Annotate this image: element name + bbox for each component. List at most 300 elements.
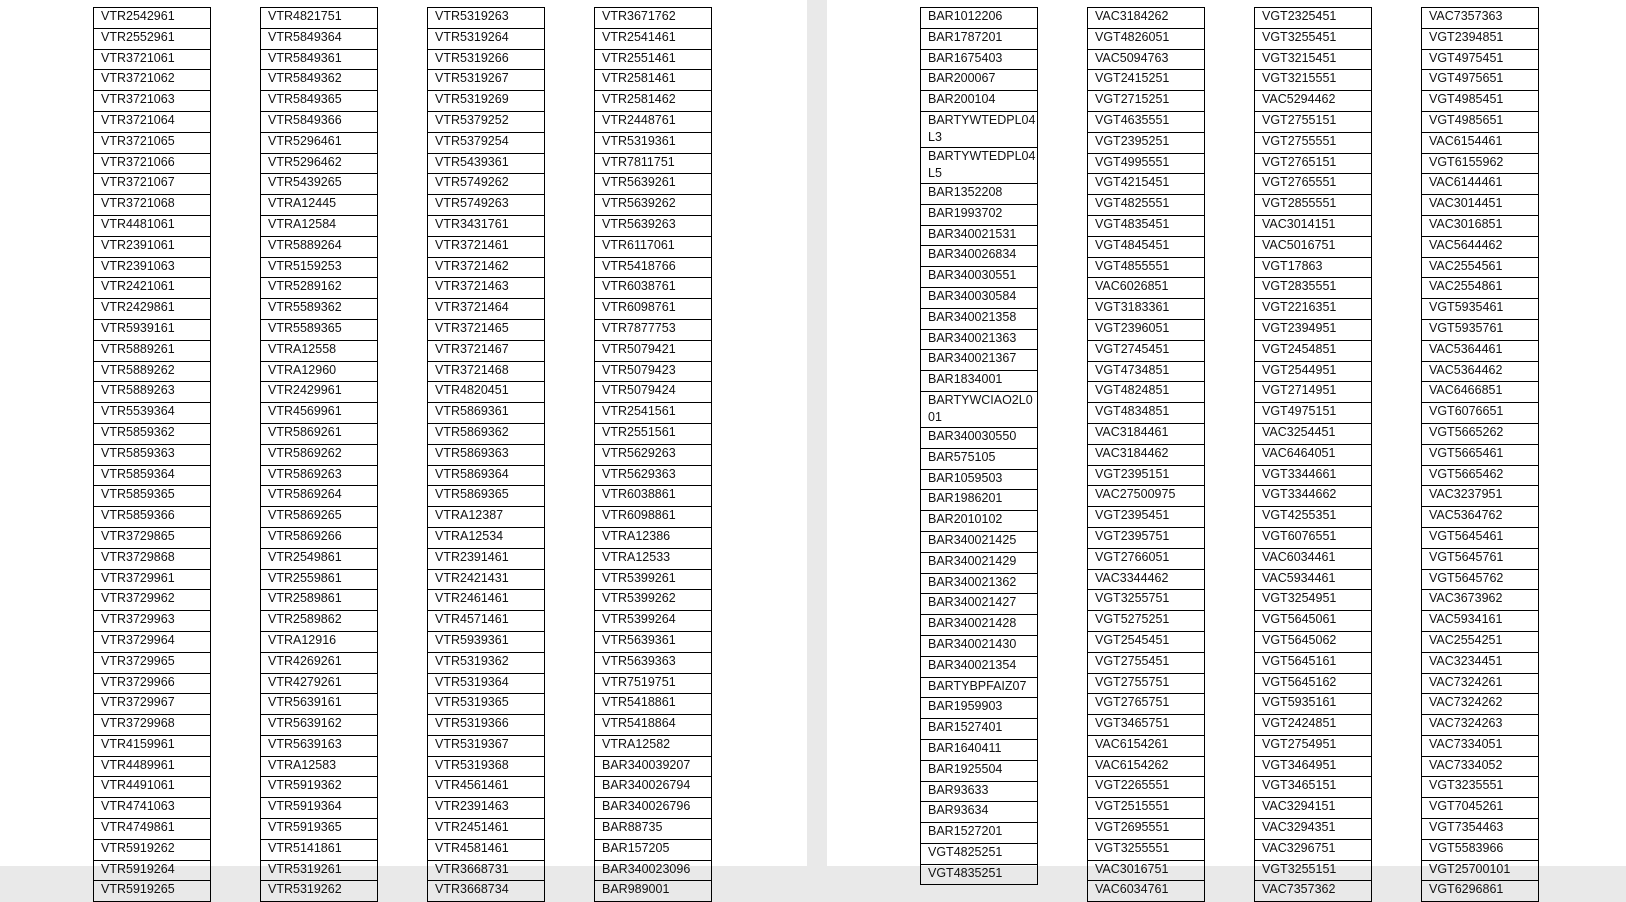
table-row bbox=[921, 427, 1038, 448]
code-cell: BAR88735 bbox=[595, 819, 712, 840]
table-row bbox=[1088, 319, 1205, 340]
code-column-2-4 bbox=[1421, 7, 1539, 902]
code-cell: BAR157205 bbox=[595, 839, 712, 860]
table-row bbox=[1422, 444, 1539, 465]
code-cell: VGT2765751 bbox=[1088, 694, 1205, 715]
table-row bbox=[428, 652, 545, 673]
table-row bbox=[1422, 527, 1539, 548]
code-cell: BAR340030584 bbox=[921, 287, 1038, 308]
code-cell: VGT3464951 bbox=[1255, 756, 1372, 777]
table-row bbox=[1255, 694, 1372, 715]
table-row bbox=[428, 257, 545, 278]
code-cell: VTR5919364 bbox=[261, 798, 378, 819]
table-row bbox=[595, 507, 712, 528]
table-row bbox=[261, 49, 378, 70]
code-cell: VGT4975151 bbox=[1255, 403, 1372, 424]
code-cell: VTRA12582 bbox=[595, 735, 712, 756]
table-row bbox=[1255, 611, 1372, 632]
table-row bbox=[921, 677, 1038, 698]
code-cell: VTR3729968 bbox=[94, 715, 211, 736]
table-row bbox=[1255, 527, 1372, 548]
code-cell: VTR4561461 bbox=[428, 777, 545, 798]
code-column-2-1 bbox=[920, 7, 1038, 885]
table-row bbox=[94, 819, 211, 840]
code-cell: VTR2589862 bbox=[261, 611, 378, 632]
code-cell: VTR6098761 bbox=[595, 299, 712, 320]
code-cell: VAC5294462 bbox=[1255, 91, 1372, 112]
code-cell: VTR4489961 bbox=[94, 756, 211, 777]
table-row bbox=[428, 403, 545, 424]
code-cell: BAR200067 bbox=[921, 70, 1038, 91]
table-row bbox=[261, 403, 378, 424]
code-cell: VGT3183361 bbox=[1088, 299, 1205, 320]
table-row bbox=[1088, 569, 1205, 590]
table-row bbox=[1422, 153, 1539, 174]
table-row bbox=[94, 278, 211, 299]
code-cell: VGT5645061 bbox=[1255, 611, 1372, 632]
code-cell: VTR5319367 bbox=[428, 735, 545, 756]
code-cell: VTR4571461 bbox=[428, 611, 545, 632]
code-cell: VGT4834851 bbox=[1088, 403, 1205, 424]
table-row bbox=[261, 132, 378, 153]
table-row bbox=[1422, 590, 1539, 611]
code-cell: VGT2424851 bbox=[1255, 715, 1372, 736]
table-row bbox=[1422, 569, 1539, 590]
table-row bbox=[1255, 735, 1372, 756]
code-cell: VTR3729868 bbox=[94, 548, 211, 569]
code-cell: VTR5439361 bbox=[428, 153, 545, 174]
table-row bbox=[1088, 465, 1205, 486]
table-row bbox=[1255, 569, 1372, 590]
code-cell: VTR5869361 bbox=[428, 403, 545, 424]
code-cell: VAC5364461 bbox=[1422, 340, 1539, 361]
code-cell: VGT2695551 bbox=[1088, 819, 1205, 840]
code-cell: VTR5319368 bbox=[428, 756, 545, 777]
code-cell: VTR5849364 bbox=[261, 28, 378, 49]
table-row bbox=[94, 527, 211, 548]
table-row bbox=[261, 28, 378, 49]
code-cell: VTRA12916 bbox=[261, 631, 378, 652]
code-cell: VTR3729961 bbox=[94, 569, 211, 590]
table-row bbox=[921, 781, 1038, 802]
table-row bbox=[261, 8, 378, 29]
table-row bbox=[1088, 8, 1205, 29]
code-cell: VTR2391461 bbox=[428, 548, 545, 569]
code-cell: VTR5859364 bbox=[94, 465, 211, 486]
table-row bbox=[595, 673, 712, 694]
table-row bbox=[428, 382, 545, 403]
table-row bbox=[595, 174, 712, 195]
table-row bbox=[921, 802, 1038, 823]
table-row bbox=[1088, 153, 1205, 174]
code-cell: VTRA12960 bbox=[261, 361, 378, 382]
table-row bbox=[1422, 91, 1539, 112]
code-cell: VTR2448761 bbox=[595, 111, 712, 132]
code-cell: VTR3721064 bbox=[94, 111, 211, 132]
code-cell: BAR1675403 bbox=[921, 49, 1038, 70]
code-cell: VTR4569961 bbox=[261, 403, 378, 424]
table-row bbox=[595, 444, 712, 465]
code-cell: VGT2755151 bbox=[1255, 111, 1372, 132]
table-row bbox=[428, 423, 545, 444]
table-row bbox=[1255, 132, 1372, 153]
table-row bbox=[1422, 299, 1539, 320]
table-row bbox=[1255, 111, 1372, 132]
code-cell: VAC3014451 bbox=[1422, 195, 1539, 216]
code-cell: VTR5639361 bbox=[595, 631, 712, 652]
table-row bbox=[1255, 91, 1372, 112]
table-row bbox=[428, 611, 545, 632]
code-cell: VTR5079421 bbox=[595, 340, 712, 361]
table-row bbox=[1088, 195, 1205, 216]
code-cell: VGT6296861 bbox=[1422, 881, 1539, 902]
table-row bbox=[921, 531, 1038, 552]
code-cell: VTR3729962 bbox=[94, 590, 211, 611]
table-row bbox=[921, 739, 1038, 760]
table-row bbox=[261, 361, 378, 382]
code-cell: VGT5935761 bbox=[1422, 319, 1539, 340]
code-cell: VAC3254451 bbox=[1255, 423, 1372, 444]
code-cell: VTR5319269 bbox=[428, 91, 545, 112]
table-row bbox=[428, 590, 545, 611]
code-cell: VGT4975651 bbox=[1422, 70, 1539, 91]
code-cell: VGT3254951 bbox=[1255, 590, 1372, 611]
code-cell: VTR5319261 bbox=[261, 860, 378, 881]
code-cell: VTR2461461 bbox=[428, 590, 545, 611]
table-row bbox=[1422, 673, 1539, 694]
code-cell: VGT7354463 bbox=[1422, 819, 1539, 840]
table-row bbox=[1422, 881, 1539, 902]
code-cell: BAR340026794 bbox=[595, 777, 712, 798]
table-row bbox=[1255, 444, 1372, 465]
table-row bbox=[1255, 715, 1372, 736]
code-cell: VGT3465751 bbox=[1088, 715, 1205, 736]
code-cell: VAC7324261 bbox=[1422, 673, 1539, 694]
table-row bbox=[261, 423, 378, 444]
code-cell: BAR1925504 bbox=[921, 760, 1038, 781]
table-row bbox=[921, 308, 1038, 329]
code-cell: BAR2010102 bbox=[921, 511, 1038, 532]
code-cell: VGT2545451 bbox=[1088, 631, 1205, 652]
code-cell: VAC3344462 bbox=[1088, 569, 1205, 590]
code-cell: BAR200104 bbox=[921, 91, 1038, 112]
code-cell: VTR3721467 bbox=[428, 340, 545, 361]
code-cell: VTR3721067 bbox=[94, 174, 211, 195]
code-cell: VGT2265551 bbox=[1088, 777, 1205, 798]
table-row bbox=[261, 382, 378, 403]
table-row bbox=[1255, 8, 1372, 29]
table-row bbox=[261, 111, 378, 132]
table-row bbox=[1255, 756, 1372, 777]
code-cell: VTR2581462 bbox=[595, 91, 712, 112]
table-row bbox=[261, 611, 378, 632]
code-cell: VTR5319266 bbox=[428, 49, 545, 70]
code-cell: VTR5399261 bbox=[595, 569, 712, 590]
code-cell: VGT2395251 bbox=[1088, 132, 1205, 153]
code-cell: VAC2554561 bbox=[1422, 257, 1539, 278]
table-row bbox=[595, 132, 712, 153]
code-cell: VTR2551561 bbox=[595, 423, 712, 444]
code-cell: BAR93633 bbox=[921, 781, 1038, 802]
code-cell: VGT3465151 bbox=[1255, 777, 1372, 798]
code-cell: BAR340030550 bbox=[921, 427, 1038, 448]
table-row bbox=[595, 319, 712, 340]
table-row bbox=[921, 371, 1038, 392]
table-row bbox=[1422, 860, 1539, 881]
code-cell: VAC5016751 bbox=[1255, 236, 1372, 257]
code-cell: VTR5889262 bbox=[94, 361, 211, 382]
code-cell: VGT5665262 bbox=[1422, 423, 1539, 444]
table-row bbox=[921, 573, 1038, 594]
code-cell: VTR4741063 bbox=[94, 798, 211, 819]
table-row bbox=[921, 183, 1038, 204]
table-row bbox=[595, 652, 712, 673]
table-row bbox=[1255, 548, 1372, 569]
table-row bbox=[261, 340, 378, 361]
table-row bbox=[1255, 49, 1372, 70]
code-cell: VTR4491061 bbox=[94, 777, 211, 798]
code-cell: VAC7324263 bbox=[1422, 715, 1539, 736]
code-cell: BAR340021428 bbox=[921, 615, 1038, 636]
code-cell: VGT5645162 bbox=[1255, 673, 1372, 694]
code-cell: VTR2429961 bbox=[261, 382, 378, 403]
code-cell: VAC6466851 bbox=[1422, 382, 1539, 403]
code-cell: VTR5919262 bbox=[94, 839, 211, 860]
table-row bbox=[921, 760, 1038, 781]
table-row bbox=[1088, 548, 1205, 569]
table-row bbox=[921, 246, 1038, 267]
table-row bbox=[1088, 715, 1205, 736]
table-row bbox=[1255, 153, 1372, 174]
code-cell: VGT2745451 bbox=[1088, 340, 1205, 361]
table-row bbox=[1088, 673, 1205, 694]
code-cell: BAR340030551 bbox=[921, 267, 1038, 288]
document-page-left bbox=[0, 0, 807, 897]
table-row bbox=[1255, 278, 1372, 299]
table-row bbox=[261, 215, 378, 236]
code-cell: BAR989001 bbox=[595, 881, 712, 902]
code-cell: VTR5319364 bbox=[428, 673, 545, 694]
table-row bbox=[428, 631, 545, 652]
code-cell: VAC3294351 bbox=[1255, 819, 1372, 840]
table-row bbox=[595, 611, 712, 632]
code-column-1-2 bbox=[260, 7, 378, 902]
table-row bbox=[261, 673, 378, 694]
table-row bbox=[261, 756, 378, 777]
table-row bbox=[94, 236, 211, 257]
code-cell: BAR1993702 bbox=[921, 204, 1038, 225]
table-row bbox=[428, 694, 545, 715]
table-row bbox=[94, 28, 211, 49]
code-cell: VTR3721068 bbox=[94, 195, 211, 216]
table-row bbox=[1255, 28, 1372, 49]
code-cell: VAC6154261 bbox=[1088, 735, 1205, 756]
code-cell: VGT2766051 bbox=[1088, 548, 1205, 569]
code-cell: VAC3014151 bbox=[1255, 215, 1372, 236]
code-cell: VTR4481061 bbox=[94, 215, 211, 236]
code-cell: VGT2395751 bbox=[1088, 527, 1205, 548]
table-row bbox=[428, 340, 545, 361]
code-cell: VAC5364762 bbox=[1422, 507, 1539, 528]
table-row bbox=[1422, 507, 1539, 528]
code-cell: VGT4215451 bbox=[1088, 174, 1205, 195]
code-cell: BAR93634 bbox=[921, 802, 1038, 823]
code-cell: VTR5379252 bbox=[428, 111, 545, 132]
code-cell: VTR5869263 bbox=[261, 465, 378, 486]
table-row bbox=[595, 548, 712, 569]
table-row bbox=[1088, 652, 1205, 673]
code-cell: VTRA12387 bbox=[428, 507, 545, 528]
table-row bbox=[595, 215, 712, 236]
table-row bbox=[428, 860, 545, 881]
code-cell: VTR5319264 bbox=[428, 28, 545, 49]
code-cell: VGT5645762 bbox=[1422, 569, 1539, 590]
code-cell: VAC5094763 bbox=[1088, 49, 1205, 70]
code-cell: VTR5079423 bbox=[595, 361, 712, 382]
code-cell: BAR340021354 bbox=[921, 656, 1038, 677]
table-row bbox=[1422, 257, 1539, 278]
code-cell: VTR5159253 bbox=[261, 257, 378, 278]
code-cell: VGT3344661 bbox=[1255, 465, 1372, 486]
code-cell: VTR5869261 bbox=[261, 423, 378, 444]
code-cell: VGT4835251 bbox=[921, 864, 1038, 885]
code-cell: VGT6155962 bbox=[1422, 153, 1539, 174]
code-cell: VTR5319263 bbox=[428, 8, 545, 29]
code-cell: BAR1059503 bbox=[921, 469, 1038, 490]
table-row bbox=[1422, 839, 1539, 860]
code-cell: VTR2391061 bbox=[94, 236, 211, 257]
code-cell: VGT5583966 bbox=[1422, 839, 1539, 860]
table-row bbox=[1422, 777, 1539, 798]
table-row bbox=[94, 881, 211, 902]
code-cell: VGT4855551 bbox=[1088, 257, 1205, 278]
code-cell: VTR2391063 bbox=[94, 257, 211, 278]
code-cell: VGT4985451 bbox=[1422, 91, 1539, 112]
code-cell: VGT5935461 bbox=[1422, 299, 1539, 320]
table-row bbox=[595, 694, 712, 715]
table-row bbox=[428, 756, 545, 777]
table-row bbox=[1422, 28, 1539, 49]
table-row bbox=[261, 652, 378, 673]
code-cell: VTR3729967 bbox=[94, 694, 211, 715]
code-cell: VTR5629363 bbox=[595, 465, 712, 486]
code-cell: VGT4826051 bbox=[1088, 28, 1205, 49]
table-row bbox=[1255, 777, 1372, 798]
code-cell: VTR3721463 bbox=[428, 278, 545, 299]
table-row bbox=[428, 111, 545, 132]
code-cell: VGT2765551 bbox=[1255, 174, 1372, 195]
table-row bbox=[1422, 798, 1539, 819]
code-cell: VTR3431761 bbox=[428, 215, 545, 236]
table-row bbox=[1422, 111, 1539, 132]
table-row bbox=[1422, 715, 1539, 736]
table-row bbox=[261, 715, 378, 736]
code-cell: VGT2544951 bbox=[1255, 361, 1372, 382]
table-row bbox=[94, 839, 211, 860]
table-row bbox=[921, 147, 1038, 183]
table-row bbox=[261, 735, 378, 756]
code-cell: VTR2542961 bbox=[94, 8, 211, 29]
table-row bbox=[94, 49, 211, 70]
code-cell: VGT4825551 bbox=[1088, 195, 1205, 216]
table-row bbox=[1255, 860, 1372, 881]
table-row bbox=[921, 225, 1038, 246]
code-cell: BAR340021363 bbox=[921, 329, 1038, 350]
code-cell: VTR5889261 bbox=[94, 340, 211, 361]
code-cell: VGT3255451 bbox=[1255, 28, 1372, 49]
code-cell: VTR5589362 bbox=[261, 299, 378, 320]
code-cell: VGT2325451 bbox=[1255, 8, 1372, 29]
table-row bbox=[261, 319, 378, 340]
code-cell: BAR1787201 bbox=[921, 28, 1038, 49]
table-row bbox=[261, 91, 378, 112]
code-cell: VTR5319262 bbox=[261, 881, 378, 902]
table-row bbox=[1255, 195, 1372, 216]
code-cell: BAR340039207 bbox=[595, 756, 712, 777]
table-row bbox=[595, 777, 712, 798]
table-row bbox=[261, 819, 378, 840]
table-row bbox=[261, 860, 378, 881]
code-cell: VTR2541461 bbox=[595, 28, 712, 49]
code-cell: VGT2755751 bbox=[1088, 673, 1205, 694]
table-row bbox=[1088, 798, 1205, 819]
table-row bbox=[1422, 486, 1539, 507]
table-row bbox=[261, 444, 378, 465]
table-row bbox=[1422, 756, 1539, 777]
table-row bbox=[261, 174, 378, 195]
code-cell: VTR2581461 bbox=[595, 70, 712, 91]
table-row bbox=[595, 236, 712, 257]
table-row bbox=[1088, 860, 1205, 881]
table-row bbox=[261, 777, 378, 798]
table-row bbox=[1422, 132, 1539, 153]
code-cell: VGT4255351 bbox=[1255, 507, 1372, 528]
table-row bbox=[1422, 423, 1539, 444]
code-cell: VTR5889263 bbox=[94, 382, 211, 403]
code-cell: VGT2395451 bbox=[1088, 507, 1205, 528]
code-cell: VTR5079424 bbox=[595, 382, 712, 403]
code-cell: VAC27500975 bbox=[1088, 486, 1205, 507]
table-row bbox=[595, 111, 712, 132]
code-cell: VTR7877753 bbox=[595, 319, 712, 340]
code-cell: VTRA12386 bbox=[595, 527, 712, 548]
table-row bbox=[1088, 91, 1205, 112]
code-cell: VAC6034461 bbox=[1255, 548, 1372, 569]
table-row bbox=[94, 215, 211, 236]
table-row bbox=[921, 843, 1038, 864]
code-cell: VGT3255751 bbox=[1088, 590, 1205, 611]
table-row bbox=[595, 382, 712, 403]
code-cell: VGT2755551 bbox=[1255, 132, 1372, 153]
table-row bbox=[595, 486, 712, 507]
table-row bbox=[1255, 257, 1372, 278]
code-cell: VTR3721063 bbox=[94, 91, 211, 112]
code-cell: BAR340021425 bbox=[921, 531, 1038, 552]
code-cell: VTR5639261 bbox=[595, 174, 712, 195]
code-cell: VTR5869264 bbox=[261, 486, 378, 507]
code-cell: VTR5919265 bbox=[94, 881, 211, 902]
code-cell: BAR1352208 bbox=[921, 183, 1038, 204]
table-row bbox=[921, 70, 1038, 91]
code-cell: VTRA12583 bbox=[261, 756, 378, 777]
table-row bbox=[1088, 299, 1205, 320]
table-row bbox=[1088, 132, 1205, 153]
table-row bbox=[428, 673, 545, 694]
table-row bbox=[261, 631, 378, 652]
table-row bbox=[94, 652, 211, 673]
table-row bbox=[428, 153, 545, 174]
code-cell: VGT2396051 bbox=[1088, 319, 1205, 340]
